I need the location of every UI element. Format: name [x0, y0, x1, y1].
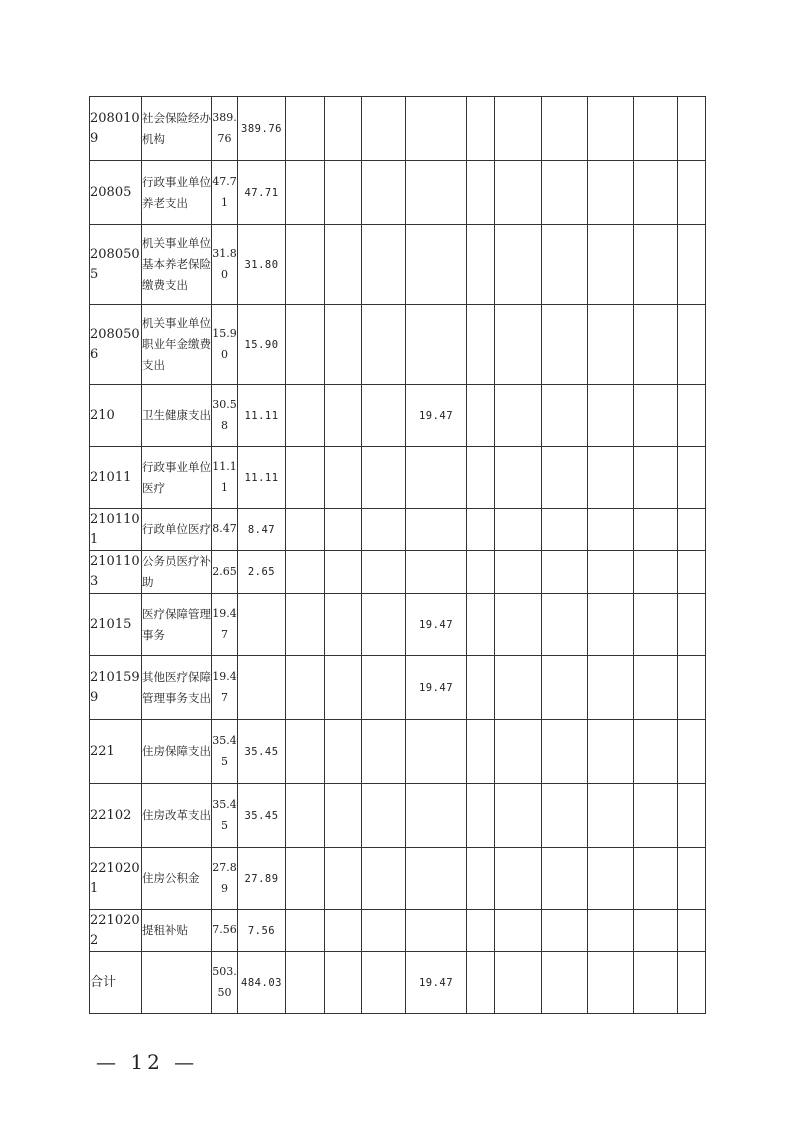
code-cell: 2080505	[90, 225, 142, 305]
table-row	[90, 720, 706, 784]
total-cell: 31.80	[212, 225, 238, 305]
column-13-cell	[634, 305, 678, 385]
column-11-cell	[542, 656, 588, 720]
table-row	[90, 594, 706, 656]
project-expenditure-cell: 19.47	[406, 594, 467, 656]
column-14-cell	[678, 784, 706, 848]
column-11-cell	[542, 385, 588, 447]
table-row	[90, 910, 706, 952]
column-13-cell	[634, 910, 678, 952]
column-10-cell	[495, 656, 542, 720]
column-11-cell	[542, 594, 588, 656]
total-cell: 2.65	[212, 551, 238, 594]
column-5-cell	[286, 594, 325, 656]
total-cell: 30.58	[212, 385, 238, 447]
column-12-cell	[588, 594, 634, 656]
project-expenditure-cell	[406, 509, 467, 551]
basic-expenditure-cell	[238, 656, 286, 720]
column-5-cell	[286, 97, 325, 161]
column-7-cell	[362, 225, 406, 305]
table-row	[90, 97, 706, 161]
column-14-cell	[678, 305, 706, 385]
column-13-cell	[634, 784, 678, 848]
name-cell: 提租补贴	[142, 910, 212, 952]
code-cell: 2080109	[90, 97, 142, 161]
column-14-cell	[678, 509, 706, 551]
column-13-cell	[634, 447, 678, 509]
basic-expenditure-cell: 15.90	[238, 305, 286, 385]
column-11-cell	[542, 952, 588, 1014]
column-7-cell	[362, 784, 406, 848]
project-expenditure-cell: 19.47	[406, 656, 467, 720]
column-13-cell	[634, 720, 678, 784]
code-cell: 22102	[90, 784, 142, 848]
basic-expenditure-cell: 484.03	[238, 952, 286, 1014]
column-6-cell	[325, 551, 362, 594]
column-12-cell	[588, 447, 634, 509]
project-expenditure-cell	[406, 447, 467, 509]
name-cell	[142, 952, 212, 1014]
column-5-cell	[286, 952, 325, 1014]
column-13-cell	[634, 225, 678, 305]
column-11-cell	[542, 447, 588, 509]
project-expenditure-cell: 19.47	[406, 385, 467, 447]
project-expenditure-cell	[406, 305, 467, 385]
column-12-cell	[588, 509, 634, 551]
basic-expenditure-cell: 35.45	[238, 720, 286, 784]
basic-expenditure-cell: 11.11	[238, 385, 286, 447]
column-10-cell	[495, 594, 542, 656]
column-12-cell	[588, 225, 634, 305]
column-13-cell	[634, 385, 678, 447]
column-13-cell	[634, 551, 678, 594]
column-7-cell	[362, 509, 406, 551]
code-cell: 2080506	[90, 305, 142, 385]
project-expenditure-cell	[406, 910, 467, 952]
table-row	[90, 225, 706, 305]
project-expenditure-cell	[406, 784, 467, 848]
column-13-cell	[634, 656, 678, 720]
column-12-cell	[588, 720, 634, 784]
column-14-cell	[678, 97, 706, 161]
project-expenditure-cell	[406, 848, 467, 910]
basic-expenditure-cell: 2.65	[238, 551, 286, 594]
column-7-cell	[362, 848, 406, 910]
column-10-cell	[495, 952, 542, 1014]
column-14-cell	[678, 447, 706, 509]
column-10-cell	[495, 551, 542, 594]
column-6-cell	[325, 161, 362, 225]
table-row	[90, 509, 706, 551]
column-6-cell	[325, 952, 362, 1014]
table-row	[90, 305, 706, 385]
table-row	[90, 385, 706, 447]
column-12-cell	[588, 656, 634, 720]
name-cell: 住房公积金	[142, 848, 212, 910]
column-7-cell	[362, 305, 406, 385]
column-6-cell	[325, 594, 362, 656]
column-11-cell	[542, 848, 588, 910]
column-7-cell	[362, 952, 406, 1014]
column-5-cell	[286, 225, 325, 305]
column-10-cell	[495, 447, 542, 509]
column-9-cell	[467, 848, 495, 910]
column-14-cell	[678, 720, 706, 784]
code-cell: 2101101	[90, 509, 142, 551]
column-14-cell	[678, 594, 706, 656]
column-6-cell	[325, 784, 362, 848]
column-14-cell	[678, 952, 706, 1014]
column-12-cell	[588, 910, 634, 952]
column-7-cell	[362, 447, 406, 509]
column-5-cell	[286, 720, 325, 784]
column-12-cell	[588, 161, 634, 225]
column-11-cell	[542, 97, 588, 161]
column-13-cell	[634, 161, 678, 225]
column-14-cell	[678, 656, 706, 720]
column-6-cell	[325, 910, 362, 952]
column-5-cell	[286, 385, 325, 447]
column-9-cell	[467, 225, 495, 305]
column-9-cell	[467, 551, 495, 594]
name-cell: 住房保障支出	[142, 720, 212, 784]
column-14-cell	[678, 848, 706, 910]
table-row	[90, 551, 706, 594]
column-5-cell	[286, 784, 325, 848]
column-14-cell	[678, 225, 706, 305]
column-9-cell	[467, 594, 495, 656]
total-cell: 8.47	[212, 509, 238, 551]
column-5-cell	[286, 305, 325, 385]
total-cell: 47.71	[212, 161, 238, 225]
column-9-cell	[467, 97, 495, 161]
name-cell: 卫生健康支出	[142, 385, 212, 447]
code-cell: 2101103	[90, 551, 142, 594]
column-5-cell	[286, 161, 325, 225]
column-5-cell	[286, 509, 325, 551]
column-6-cell	[325, 97, 362, 161]
name-cell: 行政事业单位养老支出	[142, 161, 212, 225]
column-10-cell	[495, 848, 542, 910]
table-row	[90, 784, 706, 848]
column-10-cell	[495, 161, 542, 225]
column-10-cell	[495, 305, 542, 385]
basic-expenditure-cell: 35.45	[238, 784, 286, 848]
column-10-cell	[495, 225, 542, 305]
table-row	[90, 848, 706, 910]
column-12-cell	[588, 952, 634, 1014]
column-11-cell	[542, 551, 588, 594]
column-11-cell	[542, 720, 588, 784]
column-9-cell	[467, 952, 495, 1014]
code-cell: 2210202	[90, 910, 142, 952]
column-5-cell	[286, 656, 325, 720]
code-cell: 210	[90, 385, 142, 447]
code-cell: 21011	[90, 447, 142, 509]
column-7-cell	[362, 551, 406, 594]
total-cell: 7.56	[212, 910, 238, 952]
name-cell: 住房改革支出	[142, 784, 212, 848]
column-12-cell	[588, 97, 634, 161]
column-12-cell	[588, 784, 634, 848]
basic-expenditure-cell	[238, 594, 286, 656]
project-expenditure-cell	[406, 97, 467, 161]
table-row	[90, 161, 706, 225]
column-11-cell	[542, 910, 588, 952]
basic-expenditure-cell: 11.11	[238, 447, 286, 509]
code-cell: 21015	[90, 594, 142, 656]
basic-expenditure-cell: 47.71	[238, 161, 286, 225]
column-13-cell	[634, 952, 678, 1014]
code-cell: 20805	[90, 161, 142, 225]
code-cell: 合计	[90, 952, 142, 1014]
column-14-cell	[678, 161, 706, 225]
name-cell: 行政单位医疗	[142, 509, 212, 551]
project-expenditure-cell: 19.47	[406, 952, 467, 1014]
column-6-cell	[325, 225, 362, 305]
column-7-cell	[362, 910, 406, 952]
table-row	[90, 952, 706, 1014]
column-12-cell	[588, 551, 634, 594]
code-cell: 2101599	[90, 656, 142, 720]
column-7-cell	[362, 720, 406, 784]
project-expenditure-cell	[406, 551, 467, 594]
column-7-cell	[362, 161, 406, 225]
budget-table	[89, 96, 706, 1014]
column-13-cell	[634, 509, 678, 551]
name-cell: 医疗保障管理事务	[142, 594, 212, 656]
column-14-cell	[678, 385, 706, 447]
column-6-cell	[325, 509, 362, 551]
column-11-cell	[542, 225, 588, 305]
column-9-cell	[467, 720, 495, 784]
column-11-cell	[542, 509, 588, 551]
column-6-cell	[325, 447, 362, 509]
total-cell: 19.47	[212, 594, 238, 656]
basic-expenditure-cell: 7.56	[238, 910, 286, 952]
total-cell: 19.47	[212, 656, 238, 720]
basic-expenditure-cell: 27.89	[238, 848, 286, 910]
column-9-cell	[467, 385, 495, 447]
column-9-cell	[467, 656, 495, 720]
column-5-cell	[286, 848, 325, 910]
column-6-cell	[325, 305, 362, 385]
column-6-cell	[325, 385, 362, 447]
column-10-cell	[495, 910, 542, 952]
column-10-cell	[495, 97, 542, 161]
total-cell: 35.45	[212, 720, 238, 784]
basic-expenditure-cell: 8.47	[238, 509, 286, 551]
column-13-cell	[634, 97, 678, 161]
column-7-cell	[362, 97, 406, 161]
column-11-cell	[542, 784, 588, 848]
column-10-cell	[495, 385, 542, 447]
total-cell: 11.11	[212, 447, 238, 509]
column-10-cell	[495, 784, 542, 848]
project-expenditure-cell	[406, 720, 467, 784]
name-cell: 公务员医疗补助	[142, 551, 212, 594]
column-9-cell	[467, 161, 495, 225]
column-6-cell	[325, 848, 362, 910]
code-cell: 221	[90, 720, 142, 784]
total-cell: 35.45	[212, 784, 238, 848]
column-12-cell	[588, 385, 634, 447]
column-5-cell	[286, 910, 325, 952]
column-9-cell	[467, 509, 495, 551]
project-expenditure-cell	[406, 161, 467, 225]
name-cell: 行政事业单位医疗	[142, 447, 212, 509]
column-12-cell	[588, 305, 634, 385]
column-13-cell	[634, 848, 678, 910]
column-6-cell	[325, 656, 362, 720]
basic-expenditure-cell: 31.80	[238, 225, 286, 305]
column-12-cell	[588, 848, 634, 910]
name-cell: 社会保险经办机构	[142, 97, 212, 161]
column-11-cell	[542, 305, 588, 385]
column-5-cell	[286, 447, 325, 509]
column-9-cell	[467, 910, 495, 952]
column-5-cell	[286, 551, 325, 594]
column-9-cell	[467, 447, 495, 509]
project-expenditure-cell	[406, 225, 467, 305]
column-7-cell	[362, 385, 406, 447]
column-11-cell	[542, 161, 588, 225]
name-cell: 机关事业单位基本养老保险缴费支出	[142, 225, 212, 305]
column-7-cell	[362, 656, 406, 720]
column-6-cell	[325, 720, 362, 784]
total-cell: 15.90	[212, 305, 238, 385]
column-14-cell	[678, 910, 706, 952]
column-10-cell	[495, 509, 542, 551]
code-cell: 2210201	[90, 848, 142, 910]
column-13-cell	[634, 594, 678, 656]
column-10-cell	[495, 720, 542, 784]
page-number: — 12 —	[96, 1050, 199, 1074]
name-cell: 机关事业单位职业年金缴费支出	[142, 305, 212, 385]
column-9-cell	[467, 305, 495, 385]
name-cell: 其他医疗保障管理事务支出	[142, 656, 212, 720]
total-cell: 27.89	[212, 848, 238, 910]
column-14-cell	[678, 551, 706, 594]
table-row	[90, 656, 706, 720]
basic-expenditure-cell: 389.76	[238, 97, 286, 161]
total-cell: 503.50	[212, 952, 238, 1014]
table-row	[90, 447, 706, 509]
column-9-cell	[467, 784, 495, 848]
column-7-cell	[362, 594, 406, 656]
total-cell: 389.76	[212, 97, 238, 161]
